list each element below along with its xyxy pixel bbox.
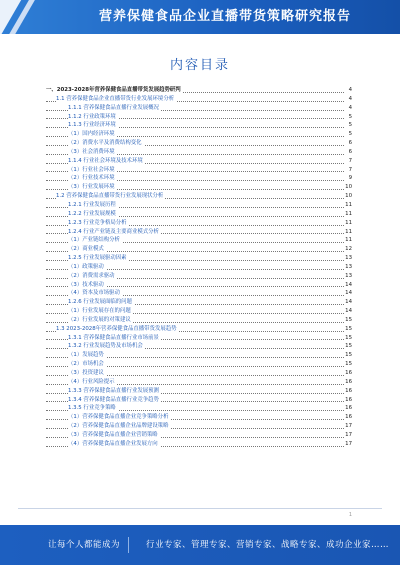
toc-entry[interactable]	[46, 316, 352, 325]
toc-entry-title: 1.3.1 营养保健食品直播行业市场前景	[68, 334, 159, 341]
toc-entry-title: 1.1.4 行业社会环境及技术环境	[68, 157, 143, 164]
toc-entry-page: 7	[344, 166, 352, 175]
toc-entry[interactable]	[46, 95, 352, 104]
toc-entry-page: 17	[345, 440, 352, 447]
toc-entry[interactable]	[46, 192, 352, 201]
toc-entry[interactable]	[46, 272, 352, 281]
toc-entry-page: 5	[344, 113, 352, 122]
toc-entry[interactable]	[46, 422, 352, 431]
toc-entry-title: （1）发展趋势	[68, 352, 104, 359]
toc-entry-page: 15	[345, 352, 352, 359]
toc-entry-title: 1.2.1 行业发展历程	[68, 201, 116, 208]
toc-entry-page: 4	[344, 95, 352, 104]
page-number: 1	[348, 512, 352, 518]
toc-entry[interactable]	[46, 396, 352, 405]
toc-entry-title: （1）国内经济环境	[68, 131, 115, 138]
toc-entry[interactable]	[46, 121, 352, 130]
toc-entry-page: 11	[345, 210, 352, 217]
report-footer	[0, 525, 400, 565]
toc-entry-page: 11	[345, 228, 352, 235]
toc-entry-page: 17	[345, 423, 352, 430]
toc-entry[interactable]	[46, 113, 352, 122]
toc-entry[interactable]	[46, 325, 352, 334]
toc-entry-page: 15	[345, 361, 352, 368]
toc-entry-title: （1）政策驱动	[68, 263, 104, 270]
toc-entry-title: （3）投资建议	[68, 370, 104, 376]
toc-entry[interactable]	[46, 378, 352, 387]
toc-entry-title: 1.3.2 行业发展趋势及市场机会	[68, 343, 143, 350]
toc-entry[interactable]	[46, 404, 352, 413]
toc-entry-page: 16	[345, 414, 352, 421]
toc-entry-title: （1）产业链结构分析	[68, 237, 120, 244]
toc-entry[interactable]	[46, 236, 352, 245]
toc-entry-title: （2）行业发展的对策建议	[68, 316, 131, 323]
toc-entry[interactable]	[46, 440, 352, 449]
toc-entry[interactable]	[46, 219, 352, 228]
toc-entry-page: 16	[345, 378, 352, 385]
toc-entry[interactable]	[46, 245, 352, 254]
footer-slogan-left: 让每个人都能成为	[48, 540, 121, 550]
toc-entry[interactable]	[46, 307, 352, 316]
toc-entry-title: （3）行业发展环境	[68, 184, 115, 191]
toc-entry-page: 15	[345, 343, 352, 350]
toc-entry[interactable]	[46, 86, 352, 95]
toc-entry-title: （2）消费需求驱动	[68, 272, 115, 279]
toc-entry[interactable]	[46, 210, 352, 219]
toc-entry-page: 12	[345, 246, 352, 253]
toc-entry[interactable]	[46, 201, 352, 210]
toc-entry-page: 14	[345, 308, 352, 315]
toc-entry-page: 11	[345, 219, 352, 226]
footer-separator	[128, 537, 129, 553]
toc-entry-title: 1.2 营养保健食品直播带货行业发展现状分析	[56, 193, 164, 200]
toc-entry[interactable]	[46, 228, 352, 237]
toc-entry-title: 1.2.2 行业发展规模	[68, 210, 116, 217]
toc-entry-title: （1）行业发展存在的问题	[68, 308, 131, 315]
toc-entry-title: （2）市场机会	[68, 361, 104, 368]
report-header	[0, 0, 400, 34]
toc-entry-title: （2）营养保健食品直播企业品牌建设策略	[68, 423, 169, 430]
toc-entry-page: 5	[344, 130, 352, 139]
toc-entry[interactable]	[46, 369, 352, 378]
footer-slogan-right: 行业专家、管理专家、营销专家、战略专家、成功企业家……	[146, 540, 390, 550]
toc-entry-title: 1.2.3 行业竞争格局分析	[68, 219, 127, 226]
toc-entry[interactable]	[46, 431, 352, 440]
toc-entry-page: 13	[345, 263, 352, 270]
toc-entry-title: 1.2.5 行业发展驱动因素	[68, 255, 127, 262]
toc-entry-title: （4）资本及市场驱动	[68, 290, 120, 297]
toc-entry-title: （2）消费水平及消费结构变化	[68, 140, 142, 147]
toc-entry-page: 5	[344, 121, 352, 130]
toc-entry-title: 1.2.6 行业发展面临的问题	[68, 299, 132, 306]
toc-entry-title: （4）行业风险提示	[68, 378, 115, 385]
toc-entry-page: 13	[345, 255, 352, 262]
toc-entry-title: （1）营养保健食品直播企业竞争策略分析	[68, 414, 169, 421]
toc-entry-page: 15	[345, 325, 352, 332]
toc-entry-page: 17	[345, 431, 352, 438]
toc-entry-page: 6	[344, 139, 352, 148]
toc-entry-title: 1.1 营养保健食品企业直播带货行业发展环境分析	[56, 95, 175, 102]
table-of-contents	[46, 86, 352, 449]
toc-entry-page: 16	[345, 370, 352, 376]
toc-entry-page: 16	[345, 387, 352, 394]
toc-entry[interactable]	[46, 334, 352, 343]
toc-entry-page: 15	[345, 316, 352, 323]
toc-entry-title: （3）营养保健食品直播企业营销策略	[68, 431, 158, 438]
toc-entry[interactable]	[46, 183, 352, 192]
toc-entry[interactable]	[46, 413, 352, 422]
toc-entry-page: 4	[344, 104, 352, 113]
toc-entry-page: 11	[345, 237, 352, 244]
toc-entry-page: 14	[345, 290, 352, 297]
toc-entry[interactable]	[46, 139, 352, 148]
toc-entry[interactable]	[46, 166, 352, 175]
toc-entry-page: 16	[345, 405, 352, 412]
toc-entry-page: 10	[345, 184, 352, 191]
toc-entry[interactable]	[46, 298, 352, 307]
toc-entry-page: 14	[345, 281, 352, 288]
toc-entry[interactable]	[46, 130, 352, 139]
toc-entry-title: （3）社会消费环境	[68, 148, 115, 155]
toc-entry-page: 6	[344, 148, 352, 157]
toc-entry[interactable]	[46, 342, 352, 351]
toc-entry-title: 1.3.4 营养保健食品直播行业竞争趋势	[68, 396, 159, 403]
toc-entry[interactable]	[46, 157, 352, 166]
toc-entry-title: 一、2023-2028年营养保健食品直播带货发展趋势研判	[46, 87, 181, 93]
toc-entry[interactable]	[46, 148, 352, 157]
toc-entry-title: （2）行业技术环境	[68, 175, 115, 182]
toc-entry-page: 13	[345, 272, 352, 279]
toc-entry-title: （4）营养保健食品直播企业发展方向	[68, 440, 158, 447]
toc-entry-page: 4	[344, 86, 352, 95]
header-stripe-decoration	[0, 0, 40, 34]
toc-entry-title: 1.2.4 行业产业链及主要商业模式分析	[68, 228, 159, 235]
toc-entry-title: （1）行业社会环境	[68, 166, 115, 173]
toc-entry[interactable]	[46, 360, 352, 369]
toc-entry-title: 1.1.2 行业政策环境	[68, 113, 116, 120]
toc-entry-title: 1.3.3 营养保健食品直播行业发展预测	[68, 387, 159, 394]
toc-entry[interactable]	[46, 289, 352, 298]
toc-entry-page: 11	[345, 201, 352, 208]
toc-entry[interactable]	[46, 254, 352, 263]
toc-entry-title: （3）技术驱动	[68, 281, 104, 288]
toc-entry-page: 7	[344, 157, 352, 166]
toc-entry[interactable]	[46, 174, 352, 183]
toc-entry[interactable]	[46, 387, 352, 396]
toc-entry-title: 1.1.3 行业经济环境	[68, 122, 116, 129]
toc-entry-page: 15	[345, 334, 352, 341]
toc-entry-title: 1.1.1 营养保健食品直播行业发展概况	[68, 104, 159, 111]
toc-entry-page: 14	[345, 299, 352, 306]
toc-entry-title: 1.3 2023-2028年营养保健食品直播带货发展趋势	[56, 325, 177, 332]
toc-entry-page: 9	[344, 174, 352, 183]
footer-divider	[18, 508, 382, 509]
toc-heading: 内容目录	[169, 58, 230, 73]
toc-entry-title: 1.3.5 行业竞争策略	[68, 405, 116, 412]
toc-entry-title: （2）商业模式	[68, 246, 104, 253]
toc-entry[interactable]	[46, 104, 352, 113]
toc-entry[interactable]	[46, 351, 352, 360]
toc-entry-page: 16	[345, 396, 352, 403]
toc-entry-page: 10	[345, 193, 352, 200]
report-title: 营养保健食品企业直播带货策略研究报告	[98, 9, 351, 24]
toc-entry[interactable]	[46, 281, 352, 290]
toc-entry[interactable]	[46, 263, 352, 272]
